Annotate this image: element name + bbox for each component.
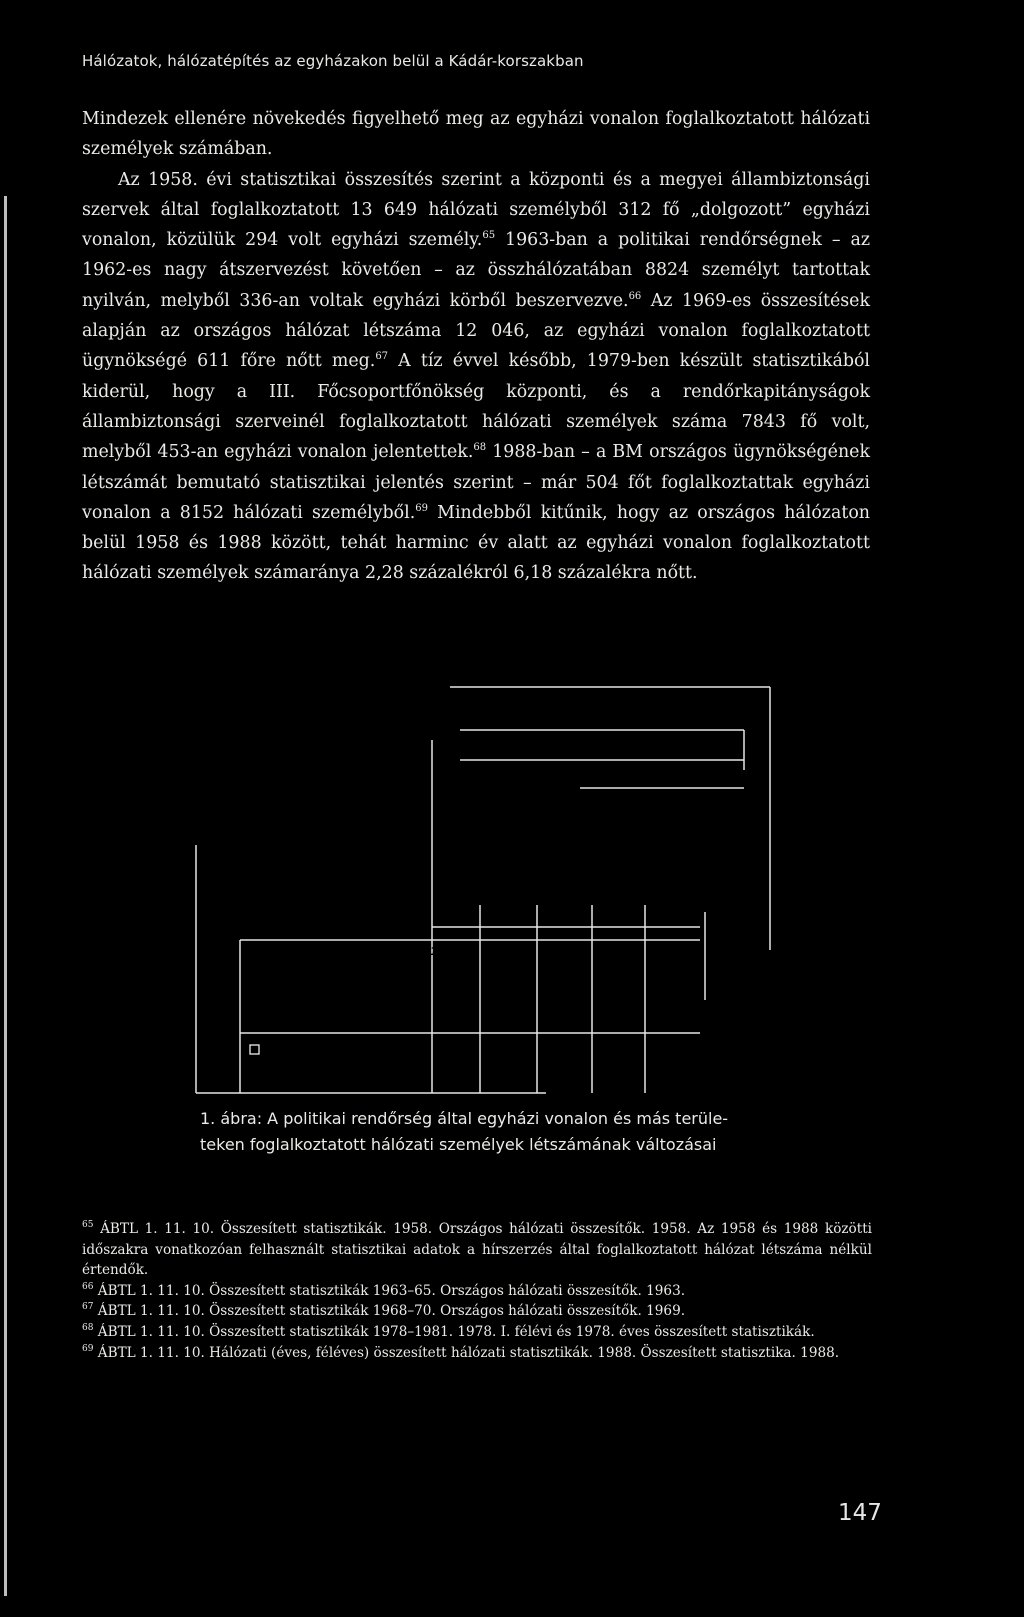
footnote-number: 66 <box>82 1281 94 1292</box>
figure-frame <box>196 687 770 1093</box>
figure-caption <box>200 1106 800 1158</box>
y-tick-label: 2000 <box>392 877 425 891</box>
y-tick-label: 4000 <box>392 847 425 861</box>
row-1-label <box>260 946 382 1030</box>
footnote-ref-68[interactable]: 68 <box>473 442 487 454</box>
text-run: Az 1958. évi statisztikai összesítés szerint a központi és a megyei állambiztonsági szervek által foglalkoztatott 13 649 hálózati személyből 312 fő „dolgozott” egyházi vonalon, közülük 294 volt egyházi személy. <box>82 169 870 251</box>
footnote-ref-69[interactable]: 69 <box>415 502 428 514</box>
footnote-text: ÁBTL 1. 11. 10. Összesített statisztikák 1968–70. Országos hálózati összesítők. 1969. <box>93 1303 686 1320</box>
footnote-number: 65 <box>82 1220 94 1230</box>
row-label-line: egyházi vonalon <box>264 1046 356 1057</box>
row-label-line: személy (a hírszerzés <box>260 1001 382 1012</box>
paragraph-1: Mindezek ellenére növekedés figyelhető meg az egyházi vonalon foglalkoztatott hálózati személyek számában. <box>82 109 870 160</box>
footnote-text: ÁBTL 1. 11. 10. Összesített statisztikák. 1958. Országos hálózati összesítők. 1958. Az 1958 és 1988 közötti időszakra vonatkozóan felhasznált statisztikai adatok a hírszerzés által foglalkoztatott hálózat létszáma nélkül értendők. <box>82 1221 872 1279</box>
text-run: A tíz évvel később, 1979-ben készült statisztikából kiderül, hogy a III. Főcsoportfőnökség központi, és a rendőrkapitányságok állambiztonsági szerveinél foglalkoztatott hálózati személyek száma 7843 fő volt, melyből 453-an egyházi vonalon jelentettek. <box>82 351 870 463</box>
footnote-68 <box>82 1322 872 1343</box>
scan-edge-bar <box>4 196 7 1596</box>
caption-line: teken foglalkoztatott hálózati személyek létszámának változásai <box>200 1135 717 1154</box>
footnote-number: 68 <box>82 1322 94 1333</box>
footnote-69 <box>82 1343 872 1364</box>
row-label-line: összes hálózati <box>260 983 346 994</box>
footnote-ref-65[interactable]: 65 <box>482 230 496 242</box>
row-label-line: a politikai rendőrség <box>260 947 378 958</box>
row-2-label <box>260 1045 393 1093</box>
footnote-67 <box>82 1301 872 1322</box>
text-run: Az 1969-es összesítések alapján az országos hálózat létszáma 12 046, az egyházi vonalon foglalkoztatott ügynökségé 611 főre nőtt meg. <box>82 290 871 372</box>
footnotes <box>82 1219 872 1363</box>
footnote-66 <box>82 1281 872 1302</box>
year-label: 1958 <box>436 914 467 927</box>
y-tick-label: 12000 <box>384 753 425 767</box>
paragraph-2 <box>82 165 870 589</box>
caption-line: 1. ábra: A politikai rendőrség által egyházi vonalon és más terüle- <box>200 1109 729 1128</box>
page-number: 147 <box>838 1500 882 1526</box>
table-value: 12046 <box>541 945 580 958</box>
footnote-text: ÁBTL 1. 11. 10. Összesített statisztikák 1963–65. Országos hálózati összesítők. 1963. <box>93 1282 686 1299</box>
row-label-line: személyek <box>260 1082 320 1093</box>
running-title: Hálózatok, hálózatépítés az egyházakon belül a Kádár-korszakban <box>82 52 584 70</box>
footnote-number: 67 <box>82 1302 94 1313</box>
text-run: 1963-ban a politikai rendőrségnek – az 1962-es nagy átszervezést követően – az összhálózatában 8824 személyt tartottak nyilván, melyből 336-an voltak egyházi körből beszervezve. <box>82 230 870 311</box>
footnote-text: ÁBTL 1. 11. 10. Összesített statisztikák 1978–1981. 1978. I. félévi és 1978. éves összesített statisztikák. <box>93 1323 815 1340</box>
row-label-line: által foglalkoztatott <box>260 965 373 976</box>
text-run: 1988-ban – a BM országos ügynökségének létszámát bemutató statisztikai jelentés szerint – már 504 főt foglalkoztattak egyházi vonalon a 8152 hálózati személyből. <box>82 442 870 523</box>
year-label: 1988 <box>658 914 689 927</box>
row-label-line: foglalkoztatott hálózati <box>260 1064 393 1075</box>
row-label-line: kivételével) <box>260 1019 327 1030</box>
footnote-ref-66[interactable]: 66 <box>628 290 642 302</box>
footnote-ref-67[interactable]: 67 <box>375 351 389 363</box>
table-value: 13649 <box>430 945 469 958</box>
footnote-text: ÁBTL 1. 11. 10. Hálózati (éves, féléves) összesített hálózati statisztikák. 1988. Összesített statisztika. 1988. <box>93 1344 840 1361</box>
legend-square-icon <box>250 1045 259 1054</box>
footnote-65 <box>82 1219 872 1281</box>
body-text <box>82 104 870 589</box>
footnote-number: 69 <box>82 1343 94 1354</box>
text-run: Mindebből kitűnik, hogy az országos hálózaton belül 1958 és 1988 között, tehát harminc év alatt az egyházi vonalon foglalkoztatott hálózati személyek számaránya 2,28 százalékról 6,18 százalékra nőtt. <box>82 502 870 584</box>
